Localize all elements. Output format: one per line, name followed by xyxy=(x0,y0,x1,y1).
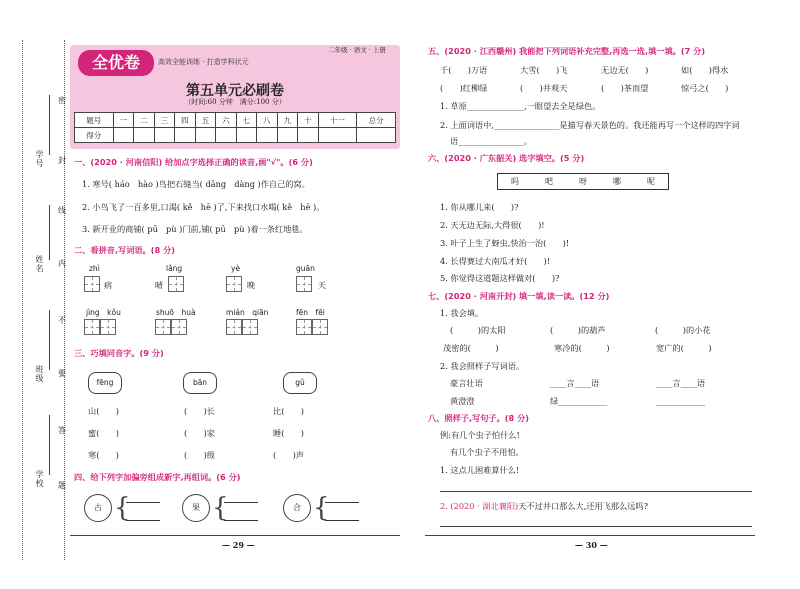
s6-line[interactable]: 5. 你觉得这道题这样做对( )? xyxy=(440,273,560,283)
score-input[interactable] xyxy=(357,128,396,143)
s5-word[interactable]: ( )茶而望 xyxy=(601,83,649,93)
seal-char: 线 xyxy=(58,206,66,215)
s8-question: 1. 这点儿困难算什么! xyxy=(440,465,520,475)
choice-char: 哪 xyxy=(613,177,621,186)
section-8-title: 八、照样子,写句子。(8 分) xyxy=(428,413,530,423)
score-cell: 九 xyxy=(277,113,298,128)
footer-rule xyxy=(425,535,755,536)
margin-line xyxy=(49,205,50,260)
s8-example: 例:有几个虫子怕什么! xyxy=(440,430,520,440)
footer-rule xyxy=(70,535,400,536)
s7-item[interactable]: 绿____________ xyxy=(550,396,608,406)
brace-icon: { xyxy=(313,493,330,523)
s5-question[interactable]: 2. 上面词语中,________________是描写春天景色的。我还能再写一个这样的四字词 xyxy=(440,120,740,130)
score-input[interactable] xyxy=(195,128,216,143)
score-cell: 三 xyxy=(154,113,175,128)
score-input[interactable] xyxy=(154,128,175,143)
writing-grid[interactable] xyxy=(155,319,187,335)
writing-grid[interactable] xyxy=(296,276,312,292)
margin-line xyxy=(49,415,50,475)
score-input[interactable] xyxy=(216,128,237,143)
s7-item[interactable]: ( )的小花 xyxy=(655,325,711,335)
score-cell: 五 xyxy=(195,113,216,128)
seal-char: 题 xyxy=(58,481,66,490)
s8-example: 有几个虫子不用怕。 xyxy=(450,447,524,457)
score-label: 得分 xyxy=(75,128,114,143)
s3-item[interactable]: ( )声 xyxy=(273,450,304,460)
score-cell: 六 xyxy=(216,113,237,128)
s3-item[interactable]: ( )级 xyxy=(184,450,215,460)
flower-char: 果 xyxy=(182,494,210,522)
given-char: 晚 xyxy=(247,281,255,290)
s3-item[interactable]: 蜜( ) xyxy=(88,428,119,438)
s7-item[interactable]: ____________ xyxy=(656,396,706,406)
pinyin-label: guān xyxy=(296,264,315,273)
writing-grid[interactable] xyxy=(296,319,328,335)
s5-question[interactable]: 1. 草原______________,一眼望去全是绿色。 xyxy=(440,101,601,111)
s5-word[interactable]: 如( )得水 xyxy=(681,65,729,75)
s8-q2-text: 天不过井口那么大,还用飞那么远吗? xyxy=(518,501,649,511)
score-header-row xyxy=(75,113,396,128)
margin-line xyxy=(49,310,50,370)
pinyin-label: lǎng xyxy=(166,264,183,273)
seal-char: 要 xyxy=(58,369,66,378)
page-title: 第五单元必刷卷 xyxy=(186,83,284,99)
seal-char: 答 xyxy=(58,426,66,435)
given-char: 病 xyxy=(104,281,112,290)
margin-student-id: 学号 xyxy=(35,150,44,168)
s5-word[interactable]: 惊弓之( ) xyxy=(681,83,729,93)
score-input[interactable] xyxy=(134,128,155,143)
margin-name: 姓名 xyxy=(35,255,44,273)
s5-question-cont[interactable]: 语________________。 xyxy=(450,136,532,146)
answer-blank[interactable] xyxy=(224,512,258,521)
score-input[interactable] xyxy=(113,128,134,143)
s7-sub: 1. 我会填。 xyxy=(440,308,484,318)
section-2-title: 二、看拼音,写词语。(8 分) xyxy=(74,245,176,255)
writing-grid[interactable] xyxy=(84,319,116,335)
s3-item[interactable]: ( )家 xyxy=(184,428,215,438)
s5-word[interactable]: 大雪( )飞 xyxy=(520,65,568,75)
answer-blank[interactable] xyxy=(224,494,258,503)
score-input[interactable] xyxy=(236,128,257,143)
source-tag: 2. (2020 · 湖北襄阳) xyxy=(440,501,519,511)
answer-blank[interactable] xyxy=(325,512,359,521)
brand-logo: 全优卷 xyxy=(78,50,154,76)
s6-line[interactable]: 3. 叶子上生了蚜虫,快治一治( )! xyxy=(440,238,570,248)
score-input[interactable] xyxy=(298,128,319,143)
seal-char: 不 xyxy=(58,316,66,325)
given-char: 晴 xyxy=(155,281,163,290)
s3-item[interactable]: 比( ) xyxy=(273,406,304,416)
s7-item[interactable]: 茂密的( ) xyxy=(443,343,499,353)
pinyin-label: shuō huà xyxy=(156,308,196,317)
s6-line[interactable]: 1. 你从哪儿来( )? xyxy=(440,202,519,212)
binding-dotted-line xyxy=(22,40,23,560)
score-value-row xyxy=(75,128,396,143)
s3-item[interactable]: ( )长 xyxy=(184,406,215,416)
margin-class: 班级 xyxy=(35,365,44,383)
section-5-title: 五、(2020 · 江西赣州) 我能把下列词语补充完整,再选一选,填一填。(7 分) xyxy=(428,46,706,56)
s1-line: 2. 小鸟飞了一百多里,口渴( kě hē )了,下来找口水喝( kě hē )。 xyxy=(82,202,325,212)
s7-item[interactable]: ( )的太阳 xyxy=(450,325,506,335)
s5-word[interactable]: ( )井观天 xyxy=(520,83,568,93)
score-cell: 一 xyxy=(113,113,134,128)
choice-char: 呢 xyxy=(647,177,655,186)
s7-item: 豪言壮语 xyxy=(450,378,483,388)
score-cell: 二 xyxy=(134,113,155,128)
pinyin-badge: fēng xyxy=(88,372,122,394)
s1-line: 3. 新开业的商铺( pū pù )门前,铺( pū pù )着一条红地毯。 xyxy=(82,224,308,234)
score-cell: 十 xyxy=(298,113,319,128)
writing-grid[interactable] xyxy=(226,319,258,335)
section-6-title: 六、(2020 · 广东韶关) 选字填空。(5 分) xyxy=(428,153,585,163)
seal-char: 密 xyxy=(58,96,66,105)
answer-blank[interactable] xyxy=(126,512,160,522)
score-input[interactable] xyxy=(257,128,278,143)
s6-line[interactable]: 4. 长得赛过大南瓜才好( )! xyxy=(440,256,551,266)
s7-item[interactable]: ____言____语 xyxy=(656,378,706,388)
pinyin-label: zhì xyxy=(89,264,100,273)
section-3-title: 三、巧填同音字。(9 分) xyxy=(74,348,164,358)
score-input[interactable] xyxy=(318,128,357,143)
margin-line xyxy=(49,95,50,155)
flower-char: 古 xyxy=(84,494,112,522)
s7-item[interactable]: ____言____语 xyxy=(550,378,600,388)
s1-line: 1. 寒号( háo hào )鸟把石缝当( dāng dàng )作自己的窝。 xyxy=(82,179,310,189)
slogan: 高效全能训练 · 打造学科状元 xyxy=(158,58,249,66)
pinyin-label: jìng kǒu xyxy=(86,308,121,317)
s7-sub: 2. 我会照样子写词语。 xyxy=(440,361,525,371)
flower-char: 合 xyxy=(283,494,311,522)
seal-char: 封 xyxy=(58,156,66,165)
answer-blank[interactable] xyxy=(325,494,359,503)
page-number: — 30 — xyxy=(575,540,608,550)
pinyin-badge: bān xyxy=(183,372,217,394)
answer-line[interactable] xyxy=(440,491,752,492)
score-cell: 总分 xyxy=(357,113,396,128)
answer-line[interactable] xyxy=(440,526,752,527)
s7-item[interactable]: 寒冷的( ) xyxy=(554,343,610,353)
pinyin-label: mián qiān xyxy=(226,308,269,317)
choice-char: 吧 xyxy=(545,177,553,186)
s7-item[interactable]: ( )的葫芦 xyxy=(550,325,606,335)
score-table xyxy=(74,112,396,143)
brace-icon: { xyxy=(212,493,229,523)
brace-icon: { xyxy=(114,493,131,523)
answer-blank[interactable] xyxy=(126,494,160,504)
s5-word[interactable]: 无边无( ) xyxy=(601,65,649,75)
choice-char: 吗 xyxy=(511,177,519,186)
s7-item: 黄澄澄 xyxy=(450,396,475,406)
char-choice-box xyxy=(497,173,669,190)
grade-label: 二年级 · 语文 · 上册 xyxy=(328,46,386,54)
score-input[interactable] xyxy=(277,128,298,143)
writing-grid[interactable] xyxy=(226,276,242,292)
page-subtitle: （时间:60 分钟 满分:100 分） xyxy=(184,98,286,106)
seal-char: 内 xyxy=(58,259,66,268)
score-input[interactable] xyxy=(175,128,196,143)
s3-item[interactable]: 寒( ) xyxy=(88,450,119,460)
s3-item[interactable]: 山( ) xyxy=(88,406,119,416)
writing-grid[interactable] xyxy=(168,276,184,292)
score-cell: 八 xyxy=(257,113,278,128)
score-cell: 七 xyxy=(236,113,257,128)
writing-grid[interactable] xyxy=(84,276,100,292)
s5-word[interactable]: 千( )万语 xyxy=(440,65,488,75)
margin-school: 学校 xyxy=(35,470,44,488)
s7-item[interactable]: 宽广的( ) xyxy=(656,343,712,353)
section-4-title: 四、给下列字加偏旁组成新字,再组词。(6 分) xyxy=(74,472,241,482)
score-cell: 题号 xyxy=(75,113,114,128)
s3-item[interactable]: 睡( ) xyxy=(273,428,304,438)
given-char: 天 xyxy=(318,281,326,290)
choice-char: 呀 xyxy=(579,177,587,186)
score-cell: 十一 xyxy=(318,113,357,128)
pinyin-badge: gǔ xyxy=(283,372,317,394)
score-cell: 四 xyxy=(175,113,196,128)
section-7-title: 七、(2020 · 河南开封) 填一填,读一读。(12 分) xyxy=(428,291,610,301)
pinyin-label: yè xyxy=(231,264,241,273)
s8-question xyxy=(440,501,648,512)
pinyin-label: fēn fēi xyxy=(296,308,325,317)
section-1-title: 一、(2020 · 河南信阳) 给加点字选择正确的读音,画"√"。(6 分) xyxy=(74,157,313,167)
s5-word[interactable]: ( )红柳绿 xyxy=(440,83,488,93)
s6-line[interactable]: 2. 天无边无际,大得很( )! xyxy=(440,220,545,230)
page-number: — 29 — xyxy=(222,540,255,550)
